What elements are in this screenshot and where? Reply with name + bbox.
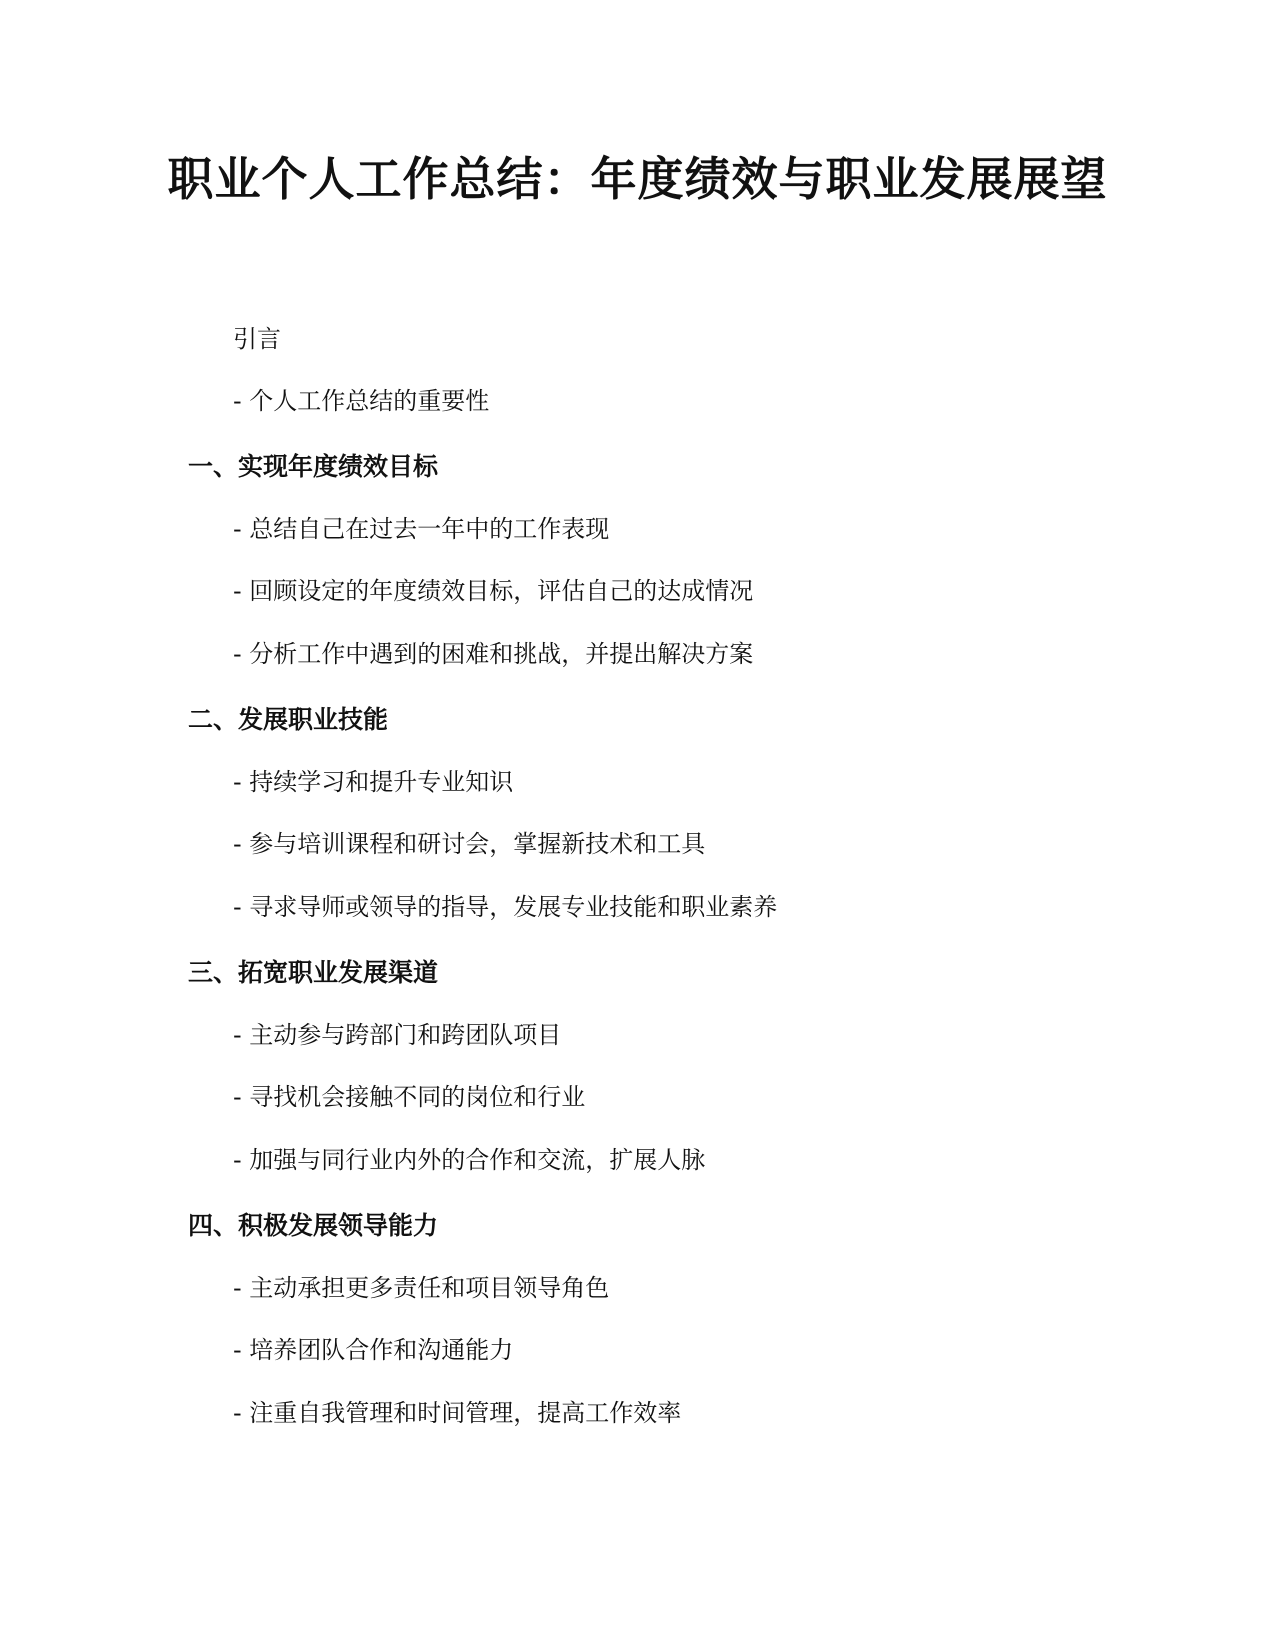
section-1-bullet: - 总结自己在过去一年中的工作表现 <box>233 515 610 543</box>
section-2-bullet: - 持续学习和提升专业知识 <box>233 768 514 796</box>
section-1-bullet: - 分析工作中遇到的困难和挑战，并提出解决方案 <box>233 640 754 668</box>
section-2-bullet: - 寻求导师或领导的指导，发展专业技能和职业素养 <box>233 893 778 921</box>
section-heading-3: 三、拓宽职业发展渠道 <box>188 958 439 987</box>
intro-heading: 引言 <box>233 325 281 353</box>
section-heading-4: 四、积极发展领导能力 <box>188 1211 439 1240</box>
section-3-bullet: - 寻找机会接触不同的岗位和行业 <box>233 1083 586 1111</box>
document-title: 职业个人工作总结：年度绩效与职业发展展望 <box>167 152 1108 206</box>
section-heading-1: 一、实现年度绩效目标 <box>188 452 439 481</box>
section-heading-2: 二、发展职业技能 <box>188 705 389 734</box>
section-2-bullet: - 参与培训课程和研讨会，掌握新技术和工具 <box>233 830 706 858</box>
section-3-bullet: - 主动参与跨部门和跨团队项目 <box>233 1021 562 1049</box>
section-4-bullet: - 培养团队合作和沟通能力 <box>233 1336 514 1364</box>
section-1-bullet: - 回顾设定的年度绩效目标，评估自己的达成情况 <box>233 577 754 605</box>
intro-bullet: - 个人工作总结的重要性 <box>233 387 490 415</box>
section-3-bullet: - 加强与同行业内外的合作和交流，扩展人脉 <box>233 1146 706 1174</box>
section-4-bullet: - 主动承担更多责任和项目领导角色 <box>233 1274 610 1302</box>
section-4-bullet: - 注重自我管理和时间管理，提高工作效率 <box>233 1399 682 1427</box>
